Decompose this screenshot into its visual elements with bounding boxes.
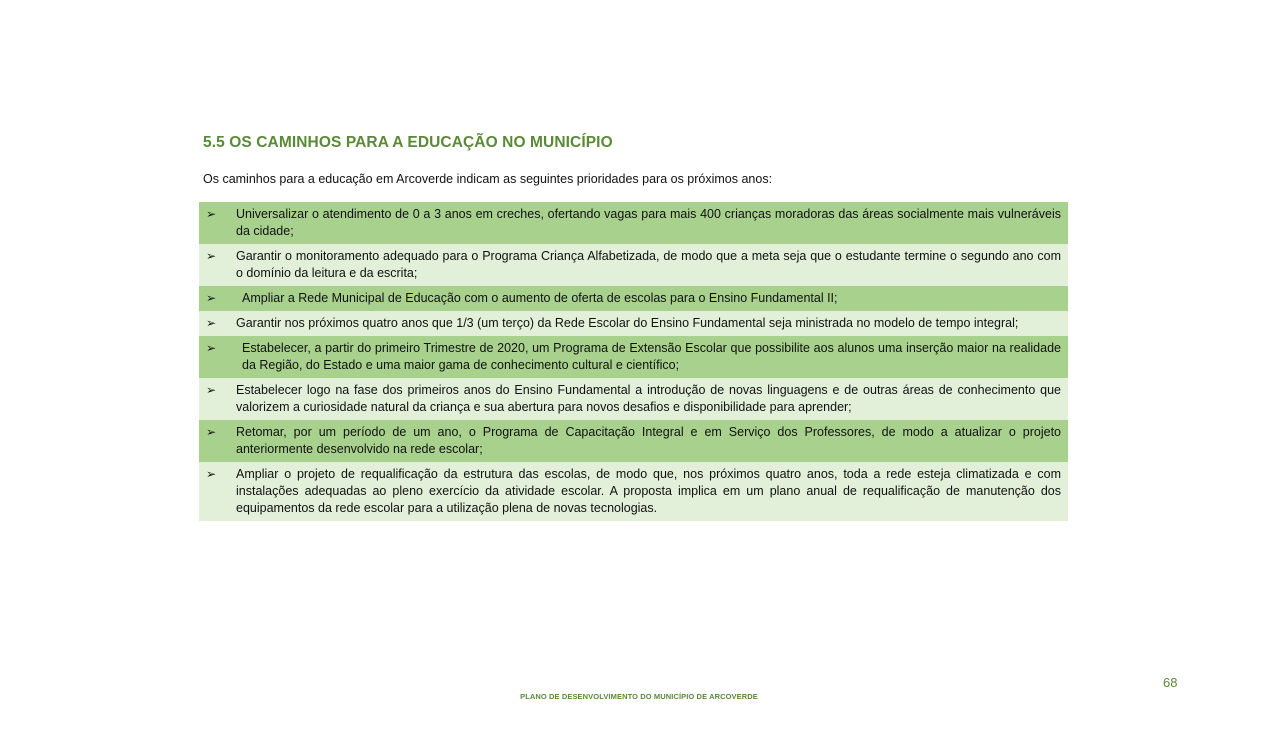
list-item [199,336,1068,378]
page-number: 68 [1163,675,1178,690]
arrowhead-bullet-icon: ➢ [206,341,217,355]
arrowhead-bullet-icon: ➢ [206,249,217,263]
list-item [199,311,1068,336]
intro-paragraph: Os caminhos para a educação em Arcoverde indicam as seguintes prioridades para os próximos anos: [203,172,773,186]
list-item [199,462,1068,521]
arrowhead-bullet-icon: ➢ [206,425,217,439]
list-item-text: Garantir o monitoramento adequado para o Programa Criança Alfabetizada, de modo que a meta seja que o estudante termine o segundo ano com o domínio da leitura e da escrita; [236,249,1061,280]
list-item [199,286,1068,311]
list-item-text: Retomar, por um período de um ano, o Programa de Capacitação Integral e em Serviço dos Professores, de modo a atualizar o projeto anteriormente desenvolvido na rede escolar; [236,425,1061,456]
list-item-text: Ampliar o projeto de requalificação da estrutura das escolas, de modo que, nos próximos quatro anos, toda a rede esteja climatizada e com instalações adequadas ao pleno exercício da atividade escolar. A proposta implica em um plano anual de requalificação de manutenção dos equipamentos da rede escolar para a utilização plena de novas tecnologias. [236,467,1061,515]
page-footer: PLANO DE DESENVOLVIMENTO DO MUNICÍPIO DE ARCOVERDE [520,692,758,701]
list-item [199,202,1068,244]
list-item-text: Estabelecer logo na fase dos primeiros anos do Ensino Fundamental a introdução de novas linguagens e de outras áreas de conhecimento que valorizem a curiosidade natural da criança e sua abertura para novos desafios e disponibilidade para aprender; [236,383,1061,414]
list-item [199,420,1068,462]
arrowhead-bullet-icon: ➢ [206,383,217,397]
arrowhead-bullet-icon: ➢ [206,207,217,221]
priorities-list [199,202,1068,521]
arrowhead-bullet-icon: ➢ [206,316,217,330]
list-item [199,378,1068,420]
list-item-text: Estabelecer, a partir do primeiro Trimestre de 2020, um Programa de Extensão Escolar que possibilite aos alunos uma inserção maior na realidade da Região, do Estado e uma maior gama de conhecimento cultural e científico; [242,341,1061,372]
section-title: 5.5 OS CAMINHOS PARA A EDUCAÇÃO NO MUNICÍPIO [203,134,613,151]
arrowhead-bullet-icon: ➢ [206,467,217,481]
list-item-text: Universalizar o atendimento de 0 a 3 anos em creches, ofertando vagas para mais 400 crianças moradoras das áreas socialmente mais vulneráveis da cidade; [236,207,1061,238]
list-item-text: Ampliar a Rede Municipal de Educação com o aumento de oferta de escolas para o Ensino Fundamental II; [242,291,838,305]
arrowhead-bullet-icon: ➢ [206,291,217,305]
list-item-text: Garantir nos próximos quatro anos que 1/3 (um terço) da Rede Escolar do Ensino Fundamental seja ministrada no modelo de tempo integral; [236,316,1019,330]
list-item [199,244,1068,286]
